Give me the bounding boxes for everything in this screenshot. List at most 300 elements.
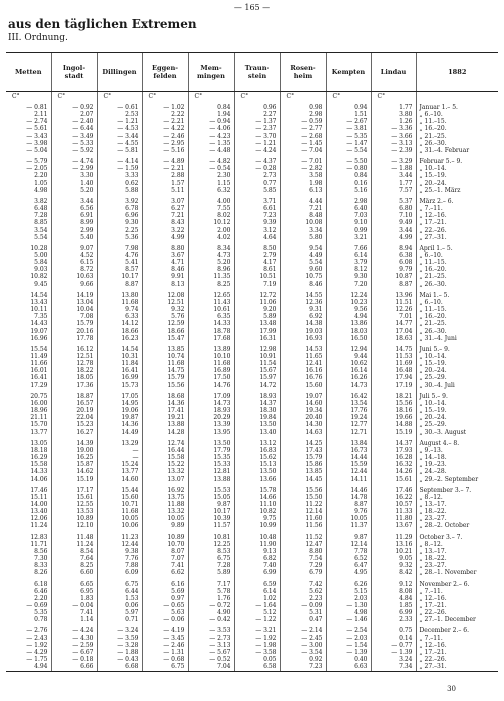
table-cell: 10.17 xyxy=(97,273,142,280)
table-cell: — 4.89 xyxy=(142,155,188,165)
table-cell: 13.88 xyxy=(188,476,234,484)
table-cell: 5.54 xyxy=(34,233,48,241)
period-cell: „ 31.–4. Juni xyxy=(416,335,498,343)
table-cell: 13.50 xyxy=(234,468,280,475)
table-row xyxy=(6,343,498,353)
table-cell: 17.46 xyxy=(371,484,416,494)
table-cell: 15.53 xyxy=(188,484,234,494)
table-group xyxy=(6,195,498,242)
period-cell: März 2.– 6. xyxy=(416,195,498,205)
period-cell: Januar 1.– 5. xyxy=(416,101,498,111)
table-cell: — 6.44 xyxy=(51,125,97,132)
table-cell: 8.48 xyxy=(280,212,326,219)
period-cell: „ 29.–2. September xyxy=(416,476,498,484)
table-cell: 4.73 xyxy=(188,252,234,259)
table-cell: 12.94 xyxy=(326,343,371,353)
table-cell: 7.98 xyxy=(97,242,142,252)
table-cell: 7.23 xyxy=(280,663,326,672)
table-cell: 2.20 xyxy=(34,594,48,602)
table-cell: 18.30 xyxy=(234,407,280,414)
table-cell: — 3.58 xyxy=(234,649,280,656)
table-cell: — 2.40 xyxy=(51,118,97,125)
table-cell: 9.54 xyxy=(280,242,326,252)
period-cell: September 3.– 7. xyxy=(416,484,498,494)
table-cell: 19.24 xyxy=(326,414,371,421)
table-row xyxy=(6,476,498,484)
table-cell: 2.25 xyxy=(97,227,142,234)
table-cell: 16.73 xyxy=(326,447,371,454)
table-cell: 19.21 xyxy=(142,414,188,421)
table-cell: 6.63 xyxy=(326,663,371,672)
table-row xyxy=(6,111,498,118)
table-row xyxy=(6,548,498,555)
table-cell: — 0.72 xyxy=(188,602,234,609)
table-cell: 6.44 xyxy=(97,588,142,595)
table-cell: — 3.81 xyxy=(326,125,371,132)
table-cell: 4.84 xyxy=(371,595,416,602)
table-cell: 13.40 xyxy=(30,508,48,516)
table-cell: 7.66 xyxy=(326,242,371,252)
table-cell: 13.96 xyxy=(371,289,416,299)
table-cell: — 0.68 xyxy=(142,656,188,663)
table-cell: 12.71 xyxy=(326,429,371,437)
table-cell: — 5.61 xyxy=(26,125,48,133)
table-cell: 4.44 xyxy=(280,195,326,205)
table-cell: 7.40 xyxy=(234,562,280,569)
table-cell: 8.85 xyxy=(34,219,48,227)
table-cell: — 0.65 xyxy=(142,602,188,609)
table-cell: 14.33 xyxy=(30,468,48,476)
table-cell: — 4.29 xyxy=(26,648,48,656)
table-cell: 16.28 xyxy=(371,454,416,461)
table-cell: 11.53 xyxy=(371,353,416,360)
table-cell: 5.36 xyxy=(97,234,142,242)
table-row xyxy=(6,569,498,577)
table-cell: — 1.31 xyxy=(142,649,188,656)
table-cell: 1.85 xyxy=(371,602,416,609)
table-row xyxy=(6,602,498,609)
period-cell: „ 12.–16. xyxy=(416,212,498,219)
period-cell: April 1.– 5. xyxy=(416,242,498,252)
table-cell: 3.80 xyxy=(371,111,416,118)
period-cell: „ 22.–26. xyxy=(416,656,498,663)
table-cell: 12.77 xyxy=(326,421,371,428)
table-cell: 20.75 xyxy=(30,392,48,400)
table-cell: 6.58 xyxy=(234,663,280,672)
table-cell: — 3.24 xyxy=(97,624,142,634)
table-cell: 17.04 xyxy=(371,328,416,335)
table-cell: — 2.68 xyxy=(280,133,326,140)
table-cell: 17.68 xyxy=(188,335,234,343)
table-cell: — 2.82 xyxy=(280,165,326,172)
table-row xyxy=(6,219,498,226)
table-cell: 11.33 xyxy=(371,508,416,515)
table-cell: 7.20 xyxy=(326,281,371,289)
table-group xyxy=(6,437,498,484)
table-cell: 8.07 xyxy=(142,548,188,555)
table-row xyxy=(6,195,498,205)
table-cell: 15.05 xyxy=(188,494,234,501)
table-cell: 17.79 xyxy=(188,447,234,454)
table-cell: 4.76 xyxy=(97,252,142,259)
table-cell: — 2.74 xyxy=(26,118,48,126)
table-cell: 11.68 xyxy=(188,360,234,367)
table-cell: 6.18 xyxy=(34,580,48,588)
table-cell: — 0.42 xyxy=(188,616,234,624)
table-cell: — 2.39 xyxy=(371,147,416,155)
table-cell: 5.20 xyxy=(51,187,97,195)
table-cell: 0.99 xyxy=(326,227,371,234)
table-cell: — 3.70 xyxy=(234,133,280,140)
table-cell: 10.17 xyxy=(188,508,234,515)
table-row xyxy=(6,266,498,273)
table-cell: 11.52 xyxy=(280,531,326,541)
table-cell: 15.44 xyxy=(97,484,142,494)
table-cell: 9.56 xyxy=(326,306,371,313)
period-cell: „ 13.–17. xyxy=(416,548,498,555)
table-cell: 6.79 xyxy=(280,569,326,577)
table-cell: 15.19 xyxy=(51,476,97,484)
table-cell: 11.56 xyxy=(280,522,326,530)
table-cell: — 1.92 xyxy=(26,641,48,649)
table-cell: 15.11 xyxy=(30,493,48,501)
table-cell: 3.79 xyxy=(326,259,371,266)
table-cell: 16.44 xyxy=(142,447,188,454)
table-cell: 13.84 xyxy=(326,437,371,447)
table-cell: — 1.37 xyxy=(234,118,280,125)
table-cell: 3.22 xyxy=(142,227,188,234)
table-cell: 13.85 xyxy=(280,468,326,475)
table-row xyxy=(6,437,498,447)
table-cell: 9.13 xyxy=(234,548,280,555)
table-cell: 13.85 xyxy=(142,343,188,353)
table-cell: 11.51 xyxy=(371,299,416,306)
table-cell: 10.91 xyxy=(234,353,280,360)
table-group xyxy=(6,343,498,390)
table-cell: 13.40 xyxy=(234,429,280,437)
table-cell: 5.85 xyxy=(234,187,280,195)
table-cell: 2.20 xyxy=(34,172,48,180)
table-cell: 9.32 xyxy=(142,306,188,313)
table-cell: 6.16 xyxy=(142,578,188,588)
table-cell: 17.17 xyxy=(51,484,97,494)
table-cell: 12.83 xyxy=(30,533,48,541)
table-cell: — 5.33 xyxy=(51,140,97,147)
table-cell: 0.94 xyxy=(326,101,371,111)
period-cell: „ 6.–10. xyxy=(416,299,498,306)
period-cell: „ 23.–27. xyxy=(416,515,498,522)
table-cell: 6.56 xyxy=(51,205,97,212)
table-cell: 13.89 xyxy=(188,343,234,353)
table-cell: 15.23 xyxy=(51,421,97,428)
table-row xyxy=(6,531,498,541)
table-cell: 4.71 xyxy=(142,259,188,266)
table-cell: 14.78 xyxy=(326,494,371,501)
table-cell: — 1.88 xyxy=(371,165,416,172)
table-cell: 17.29 xyxy=(30,381,48,389)
table-cell: 7.19 xyxy=(234,281,280,289)
table-cell: — 1.39 xyxy=(371,649,416,656)
table-cell: 8.87 xyxy=(326,501,371,508)
table-cell: 17.05 xyxy=(97,390,142,400)
table-cell: 11.43 xyxy=(188,299,234,306)
table-cell: 3.44 xyxy=(51,195,97,205)
period-cell: „ 19.–23. xyxy=(416,461,498,468)
table-cell: 14.30 xyxy=(280,421,326,428)
unit-label: C° xyxy=(12,93,20,101)
period-cell: „ 10.–14. xyxy=(416,400,498,407)
table-cell: 8.87 xyxy=(97,281,142,289)
unit-empty xyxy=(416,92,498,102)
table-cell: 4.94 xyxy=(6,663,51,672)
unit-label: C° xyxy=(97,92,142,102)
col-header-year: 1882 xyxy=(416,53,498,92)
table-cell: 5.89 xyxy=(188,569,234,577)
table-cell: 7.28 xyxy=(188,562,234,569)
table-row xyxy=(6,281,498,289)
table-row xyxy=(6,353,498,360)
period-cell: „ 9.–13. xyxy=(416,447,498,454)
table-cell: 10.05 xyxy=(142,515,188,522)
table-cell: — 3.59 xyxy=(97,635,142,642)
table-cell: — 1.39 xyxy=(326,649,371,656)
period-cell: „ 12.–16. xyxy=(416,642,498,649)
table-cell: 19.07 xyxy=(30,327,48,335)
table-cell: 3.54 xyxy=(34,226,48,234)
period-cell: „ 21.–25. xyxy=(416,320,498,327)
table-cell: 10.74 xyxy=(142,353,188,360)
table-cell: 16.12 xyxy=(51,343,97,353)
period-cell: „ 30.–3. August xyxy=(416,429,498,437)
table-cell: 16.14 xyxy=(326,367,371,374)
table-cell: 7.76 xyxy=(97,555,142,562)
table-cell: 1.83 xyxy=(51,595,97,602)
table-cell: 10.39 xyxy=(188,515,234,522)
table-cell: 3.71 xyxy=(234,195,280,205)
table-cell: 6.32 xyxy=(188,187,234,195)
table-row xyxy=(6,125,498,132)
table-cell: 10.28 xyxy=(30,244,48,252)
table-cell: 13.67 xyxy=(371,522,416,530)
table-cell: 17.94 xyxy=(371,374,416,381)
table-cell: — 1.75 xyxy=(26,656,48,664)
table-cell: 7.42 xyxy=(280,578,326,588)
table-cell: 19.84 xyxy=(234,414,280,421)
table-cell: 0.14 xyxy=(371,635,416,642)
table-cell: 6.46 xyxy=(34,587,48,595)
table-cell: 15.70 xyxy=(30,421,48,429)
table-row xyxy=(6,635,498,642)
table-cell: 8.13 xyxy=(142,281,188,289)
table-cell: — 0.77 xyxy=(371,642,416,649)
table-cell: 12.08 xyxy=(142,289,188,299)
table-cell: 14.60 xyxy=(280,400,326,407)
table-row xyxy=(6,400,498,407)
table-cell: 13.32 xyxy=(142,468,188,475)
footer-number: 30 xyxy=(447,685,456,693)
table-cell: 10.12 xyxy=(188,219,234,226)
table-cell: 13.07 xyxy=(142,476,188,484)
table-cell: 9.44 xyxy=(326,353,371,360)
table-cell: 5.20 xyxy=(188,259,234,266)
table-cell: 14.33 xyxy=(188,320,234,327)
table-cell: 10.70 xyxy=(142,541,188,548)
table-cell: 14.37 xyxy=(371,437,416,447)
table-cell: — 4.74 xyxy=(51,155,97,165)
table-cell: 13.16 xyxy=(371,541,416,548)
table-cell: — 4.24 xyxy=(51,624,97,634)
period-cell: „ 18.–22. xyxy=(416,555,498,562)
table-cell: 2.98 xyxy=(326,195,371,205)
period-cell: „ 6.–10. xyxy=(416,111,498,118)
table-cell: 5.88 xyxy=(97,187,142,195)
table-cell: 8.25 xyxy=(188,281,234,289)
table-cell: 10.87 xyxy=(371,273,416,280)
table-row xyxy=(6,273,498,280)
table-cell: 12.47 xyxy=(280,541,326,548)
table-cell: — 5.79 xyxy=(26,158,48,166)
table-cell: 9.45 xyxy=(34,280,48,288)
table-cell: 2.11 xyxy=(34,111,48,119)
table-cell: 14.06 xyxy=(30,475,48,483)
table-cell: 4.52 xyxy=(51,252,97,259)
table-row xyxy=(6,165,498,172)
table-cell: 14.36 xyxy=(142,400,188,407)
table-cell: — 1.35 xyxy=(188,140,234,147)
table-cell: 6.80 xyxy=(371,205,416,212)
table-cell: — 3.66 xyxy=(371,133,416,140)
table-cell: 8.25 xyxy=(51,562,97,569)
period-cell: „ 11.–15. xyxy=(416,306,498,313)
table-cell: 5.80 xyxy=(280,234,326,242)
table-cell: 9.38 xyxy=(97,548,142,555)
table-cell: 14.00 xyxy=(30,500,48,508)
table-cell: 13.88 xyxy=(142,421,188,428)
table-cell: 18.87 xyxy=(51,390,97,400)
table-cell: — 3.53 xyxy=(188,624,234,634)
table-cell: 16.32 xyxy=(371,461,416,468)
col-header-memmingen: Mem- mingen xyxy=(188,53,234,92)
table-cell: — 0.28 xyxy=(234,165,280,172)
table-cell: 14.88 xyxy=(371,421,416,428)
table-cell: 2.73 xyxy=(234,172,280,179)
table-cell: 6.59 xyxy=(234,578,280,588)
table-cell: 10.05 xyxy=(97,515,142,522)
table-cell: 7.01 xyxy=(371,313,416,320)
table-cell: 14.54 xyxy=(30,291,48,299)
table-cell: 11.35 xyxy=(188,273,234,280)
table-cell: 12.78 xyxy=(51,360,97,367)
table-cell: 11.57 xyxy=(188,522,234,530)
table-cell: 10.57 xyxy=(371,501,416,508)
table-cell: 6.66 xyxy=(51,663,97,672)
table-cell: — 7.04 xyxy=(280,147,326,155)
table-cell: 6.14 xyxy=(234,588,280,595)
period-cell: October 3.– 7. xyxy=(416,531,498,541)
table-cell: — 0.04 xyxy=(51,602,97,609)
table-cell: 6.60 xyxy=(51,569,97,577)
table-cell: 11.23 xyxy=(97,531,142,541)
table-cell: 6.75 xyxy=(188,555,234,562)
table-cell: 11.22 xyxy=(280,501,326,508)
table-cell: 0.96 xyxy=(234,101,280,111)
table-cell: 8.99 xyxy=(51,219,97,226)
table-cell: 16.31 xyxy=(234,335,280,343)
table-cell: 14.66 xyxy=(234,494,280,501)
table-cell: — 4.24 xyxy=(234,147,280,155)
table-cell: 16.76 xyxy=(280,374,326,381)
table-cell: 1.57 xyxy=(142,180,188,187)
table-row xyxy=(6,515,498,522)
table-cell: — 0.59 xyxy=(280,118,326,125)
table-cell: — 4.06 xyxy=(188,125,234,132)
period-cell: „ 17.–21. xyxy=(416,219,498,226)
table-cell: 5.40 xyxy=(51,234,97,242)
table-cell: 16.50 xyxy=(326,335,371,343)
table-cell: — 1.45 xyxy=(280,140,326,147)
table-cell: — 0.18 xyxy=(51,656,97,663)
table-cell: 13.66 xyxy=(234,476,280,484)
table-cell: 10.89 xyxy=(142,531,188,541)
table-cell: 0.47 xyxy=(280,616,326,624)
table-cell: — 2.03 xyxy=(326,635,371,642)
table-cell: 14.95 xyxy=(97,400,142,407)
table-cell: — 1.54 xyxy=(326,642,371,649)
table-cell: 8.54 xyxy=(51,548,97,555)
table-cell: 12.44 xyxy=(326,468,371,475)
table-cell: — 3.13 xyxy=(188,642,234,649)
table-cell: 20.19 xyxy=(51,407,97,414)
table-cell: 8.50 xyxy=(234,242,280,252)
table-cell: 15.22 xyxy=(142,461,188,468)
table-cell: — 1.92 xyxy=(234,635,280,642)
table-cell: 17.41 xyxy=(142,407,188,414)
period-cell: „ 8.–12. xyxy=(416,494,498,501)
table-cell: 11.65 xyxy=(280,353,326,360)
table-cell: — 4.82 xyxy=(188,155,234,165)
table-cell: 12.98 xyxy=(234,343,280,353)
table-cell: 15.56 xyxy=(371,400,416,407)
table-cell: — 5.54 xyxy=(326,147,371,155)
table-cell: 13.75 xyxy=(142,494,188,501)
unit-label: C° xyxy=(326,92,371,102)
table-cell: 0.16 xyxy=(326,180,371,187)
table-row xyxy=(6,421,498,428)
table-row xyxy=(6,360,498,367)
table-cell: 6.75 xyxy=(142,663,188,672)
table-cell: 6.52 xyxy=(326,555,371,562)
table-cell: 12.41 xyxy=(280,360,326,367)
period-cell: „ 25.–29. xyxy=(416,374,498,381)
unit-label: C° xyxy=(51,92,97,102)
table-cell: 13.05 xyxy=(30,439,48,447)
table-cell: 0.71 xyxy=(97,616,142,624)
table-cell: 15.67 xyxy=(234,367,280,374)
table-row xyxy=(6,390,498,400)
table-cell: 12.10 xyxy=(51,522,97,530)
table-cell: 13.86 xyxy=(326,320,371,327)
table-cell: 16.25 xyxy=(51,454,97,461)
table-cell: — 3.00 xyxy=(280,642,326,649)
table-cell: 6.09 xyxy=(97,569,142,577)
table-cell: 8.87 xyxy=(371,281,416,289)
table-cell: 4.99 xyxy=(371,234,416,242)
table-cell: — 3.13 xyxy=(371,140,416,147)
table-cell: 17.46 xyxy=(30,486,48,494)
table-cell: 0.75 xyxy=(371,624,416,634)
table-cell: — 2.73 xyxy=(188,635,234,642)
table-cell: 19.87 xyxy=(97,414,142,421)
